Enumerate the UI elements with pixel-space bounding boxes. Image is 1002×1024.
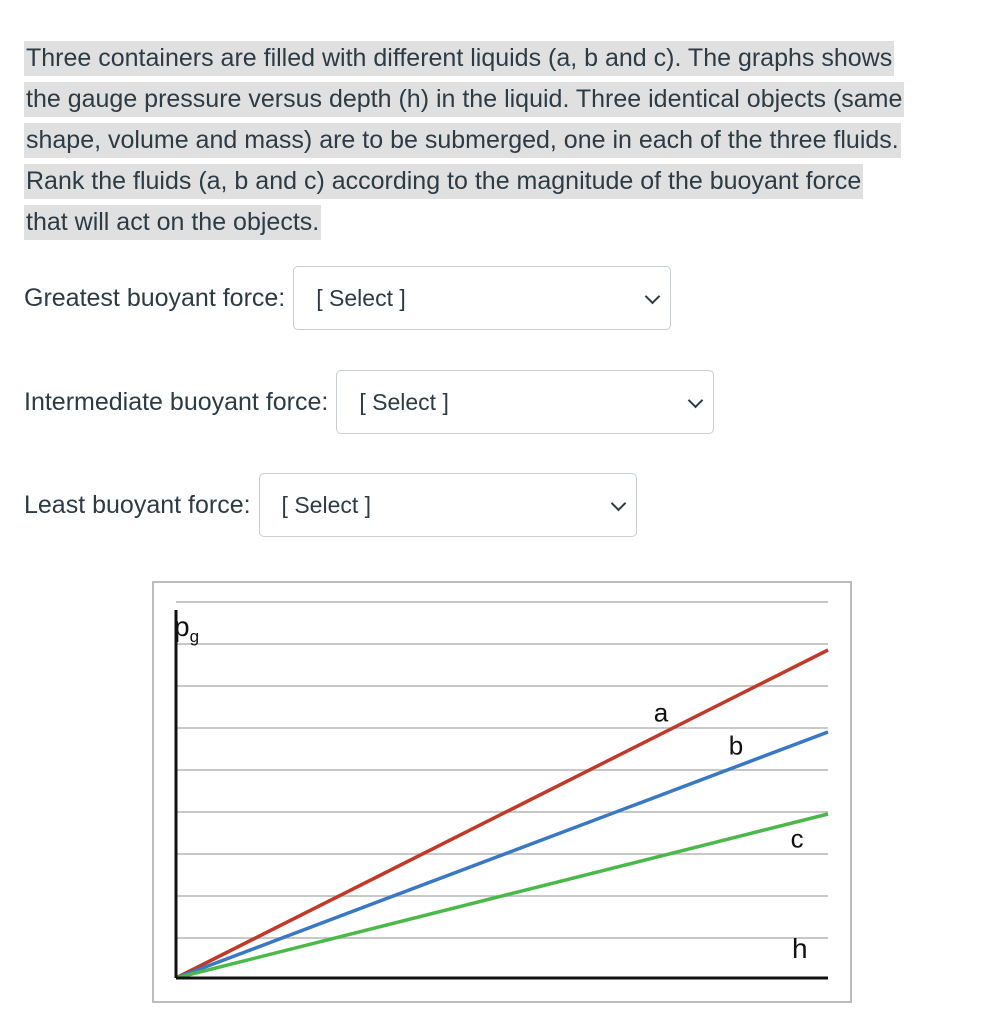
chevron-down-icon <box>645 289 661 305</box>
question-line-3: shape, volume and mass) are to be submerged, one in each of the three fluids. <box>24 123 901 158</box>
intermediate-label: Intermediate buoyant force: <box>24 387 329 416</box>
series-label-b: b <box>728 730 744 761</box>
greatest-label: Greatest buoyant force: <box>24 283 286 312</box>
intermediate-select[interactable] <box>336 370 714 434</box>
greatest-select-value: [ Select ] <box>316 284 406 311</box>
question-line-2: the gauge pressure versus depth (h) in the liquid. Three identical objects (same <box>24 82 904 117</box>
chart-frame <box>153 582 851 1002</box>
chevron-down-icon <box>688 393 704 409</box>
least-select[interactable] <box>259 473 637 537</box>
y-axis-label: $p_g$ <box>174 611 200 646</box>
least-label: Least buoyant force: <box>24 490 251 519</box>
question-text <box>24 38 974 243</box>
pressure-depth-chart <box>140 570 860 1010</box>
series-label-a: a <box>653 697 669 728</box>
question-line-4: Rank the fluids (a, b and c) according to the magnitude of the buoyant force <box>24 164 863 199</box>
series-label-c: c <box>790 823 804 854</box>
greatest-select[interactable] <box>293 266 671 330</box>
ranking-row-greatest <box>24 266 671 330</box>
question-line-5: that will act on the objects. <box>24 205 321 240</box>
least-select-value: [ Select ] <box>281 491 372 518</box>
ranking-row-intermediate <box>24 370 714 434</box>
x-axis-label: h <box>792 933 808 964</box>
question-line-1: Three containers are filled with different liquids (a, b and c). The graphs shows <box>24 41 894 76</box>
intermediate-select-value: [ Select ] <box>359 388 449 415</box>
chevron-down-icon <box>610 496 626 512</box>
ranking-row-least <box>24 473 637 537</box>
chart-svg <box>140 570 860 1010</box>
